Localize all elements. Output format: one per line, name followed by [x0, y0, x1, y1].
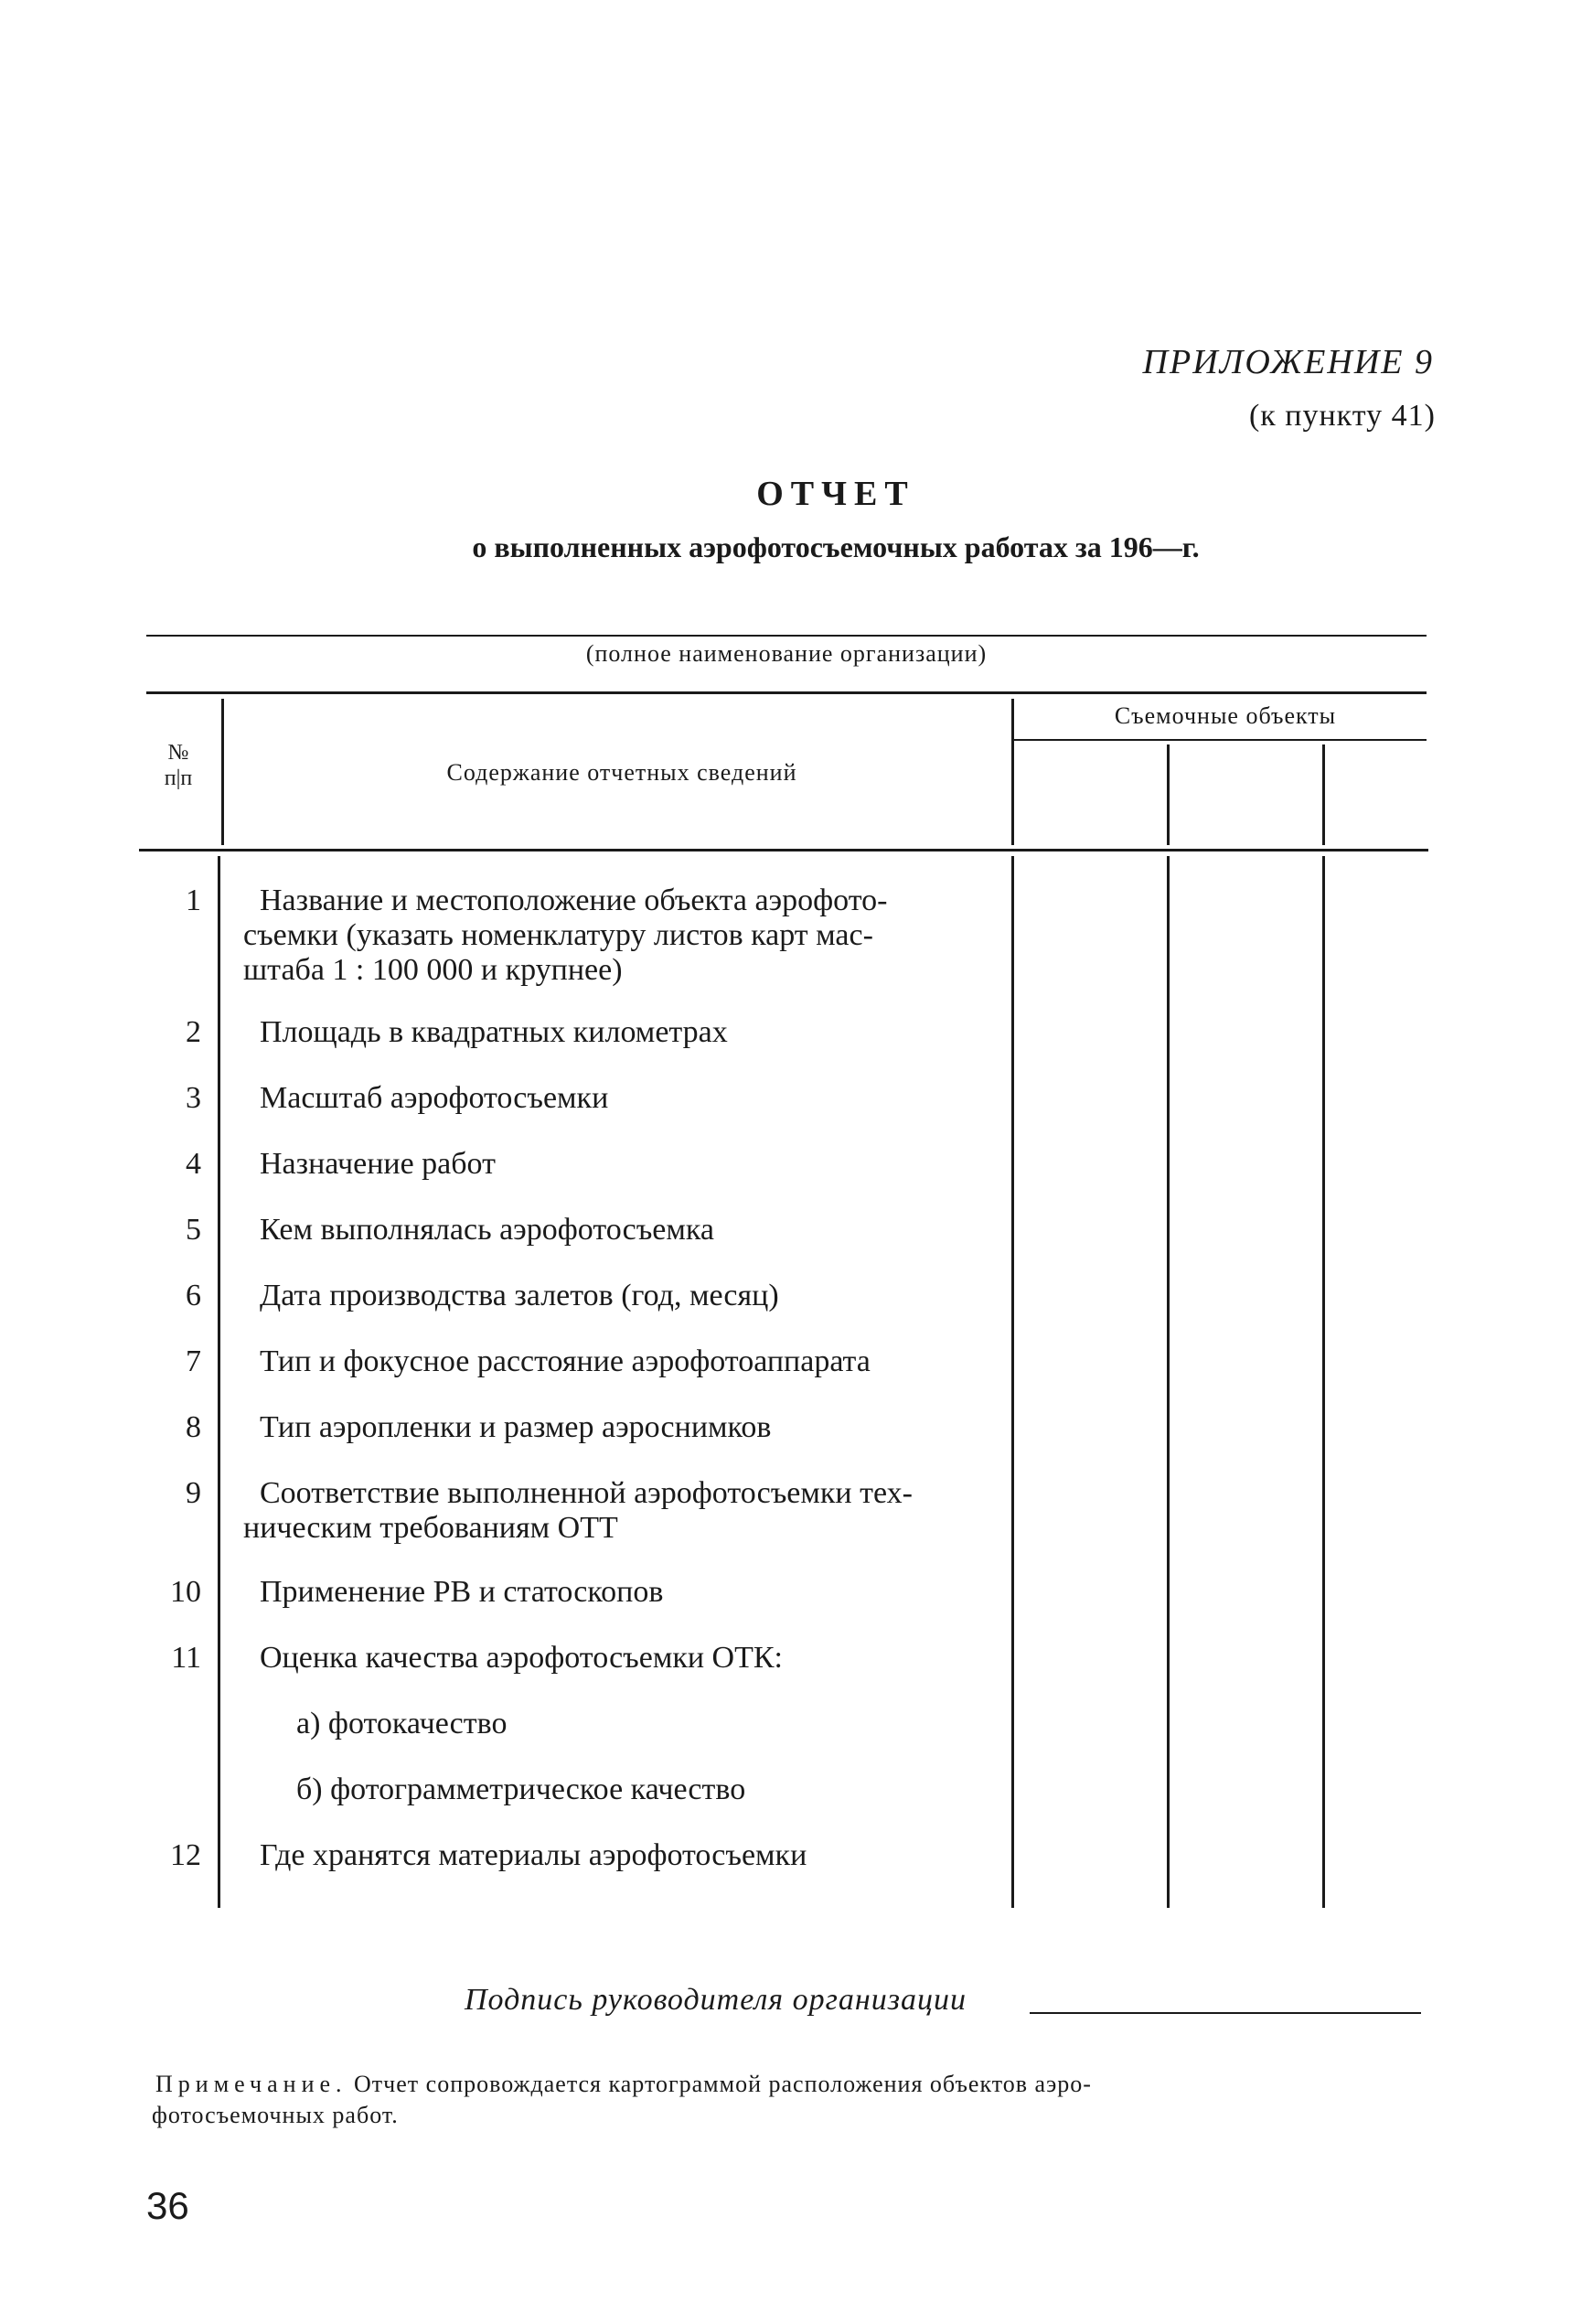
row-number: 8 [186, 1410, 201, 1444]
footnote-label: Примечание. [155, 2071, 347, 2097]
table-header-bottom-border [139, 849, 1428, 851]
header-vline-num [221, 699, 224, 845]
row-text: Назначение работ [260, 1147, 496, 1181]
row-number: 11 [171, 1641, 201, 1675]
row-number: 10 [170, 1575, 201, 1609]
row-text-line: ническим требованиям ОТТ [243, 1511, 618, 1545]
footnote-text: Отчет сопровождается картограммой расположения объектов аэро- [354, 2071, 1092, 2097]
body-vline-obj1 [1167, 856, 1170, 1908]
column-header-number-symbol: № [167, 741, 189, 765]
body-vline-num [218, 856, 220, 1908]
header-vline-obj1 [1167, 744, 1170, 845]
page-number: 36 [146, 2184, 189, 2227]
row-text-line: съемки (указать номенклатуру листов карт мас- [243, 918, 873, 952]
organization-caption: (полное наименование организации) [585, 640, 988, 667]
footnote-text-continued: фотосъемочных работ. [152, 2102, 399, 2128]
row-number: 4 [186, 1147, 201, 1181]
organization-name-line [146, 635, 1427, 637]
row-number: 7 [186, 1344, 201, 1378]
signature-label: Подпись руководителя организации [465, 1983, 967, 2017]
row-text: Где хранятся материалы аэрофотосъемки [260, 1838, 807, 1872]
row-subitem: а) фотокачество [296, 1707, 508, 1740]
row-text: Кем выполнялась аэрофотосъемка [260, 1213, 714, 1247]
row-number: 2 [186, 1015, 201, 1049]
report-title: ОТЧЕТ [756, 475, 915, 513]
row-number: 3 [186, 1081, 201, 1115]
body-vline-content [1011, 856, 1014, 1908]
signature-line [1030, 2012, 1421, 2014]
objects-header-divider [1013, 739, 1427, 741]
column-header-content: Содержание отчетных сведений [446, 759, 797, 786]
header-vline-obj2 [1322, 744, 1325, 845]
row-number: 5 [186, 1213, 201, 1247]
appendix-label: ПРИЛОЖЕНИЕ 9 [1142, 343, 1434, 381]
footnote [152, 2069, 1427, 2131]
column-header-number [137, 741, 219, 791]
row-text: Оценка качества аэрофотосъемки ОТК: [260, 1641, 784, 1675]
row-text: Площадь в квадратных километрах [260, 1015, 728, 1049]
row-text: Применение РВ и статоскопов [260, 1575, 664, 1609]
row-text-line: штаба 1 : 100 000 и крупнее) [243, 953, 623, 987]
report-subtitle: о выполненных аэрофотосъемочных работах за 196—г. [472, 530, 1200, 563]
row-number: 12 [170, 1838, 201, 1872]
body-vline-obj2 [1322, 856, 1325, 1908]
column-header-objects: Съемочные объекты [1114, 702, 1337, 729]
appendix-reference: (к пункту 41) [1248, 399, 1436, 433]
row-number: 6 [186, 1279, 201, 1312]
row-text [243, 1476, 1010, 1546]
row-text [243, 884, 1010, 988]
row-text-line: Название и местоположение объекта аэрофото- [260, 884, 888, 917]
row-number: 9 [186, 1476, 201, 1510]
row-text: Масштаб аэрофотосъемки [260, 1081, 609, 1115]
row-text-line: Соответствие выполненной аэрофотосъемки тех- [260, 1476, 913, 1510]
row-number: 1 [186, 884, 201, 917]
row-subitem: б) фотограмметрическое качество [296, 1772, 746, 1806]
table-top-border [146, 691, 1427, 694]
row-text: Тип и фокусное расстояние аэрофотоаппарата [260, 1344, 871, 1378]
row-text: Дата производства залетов (год, месяц) [260, 1279, 779, 1312]
row-text: Тип аэропленки и размер аэроснимков [260, 1410, 772, 1444]
column-header-number-abbr: п|п [164, 766, 193, 790]
